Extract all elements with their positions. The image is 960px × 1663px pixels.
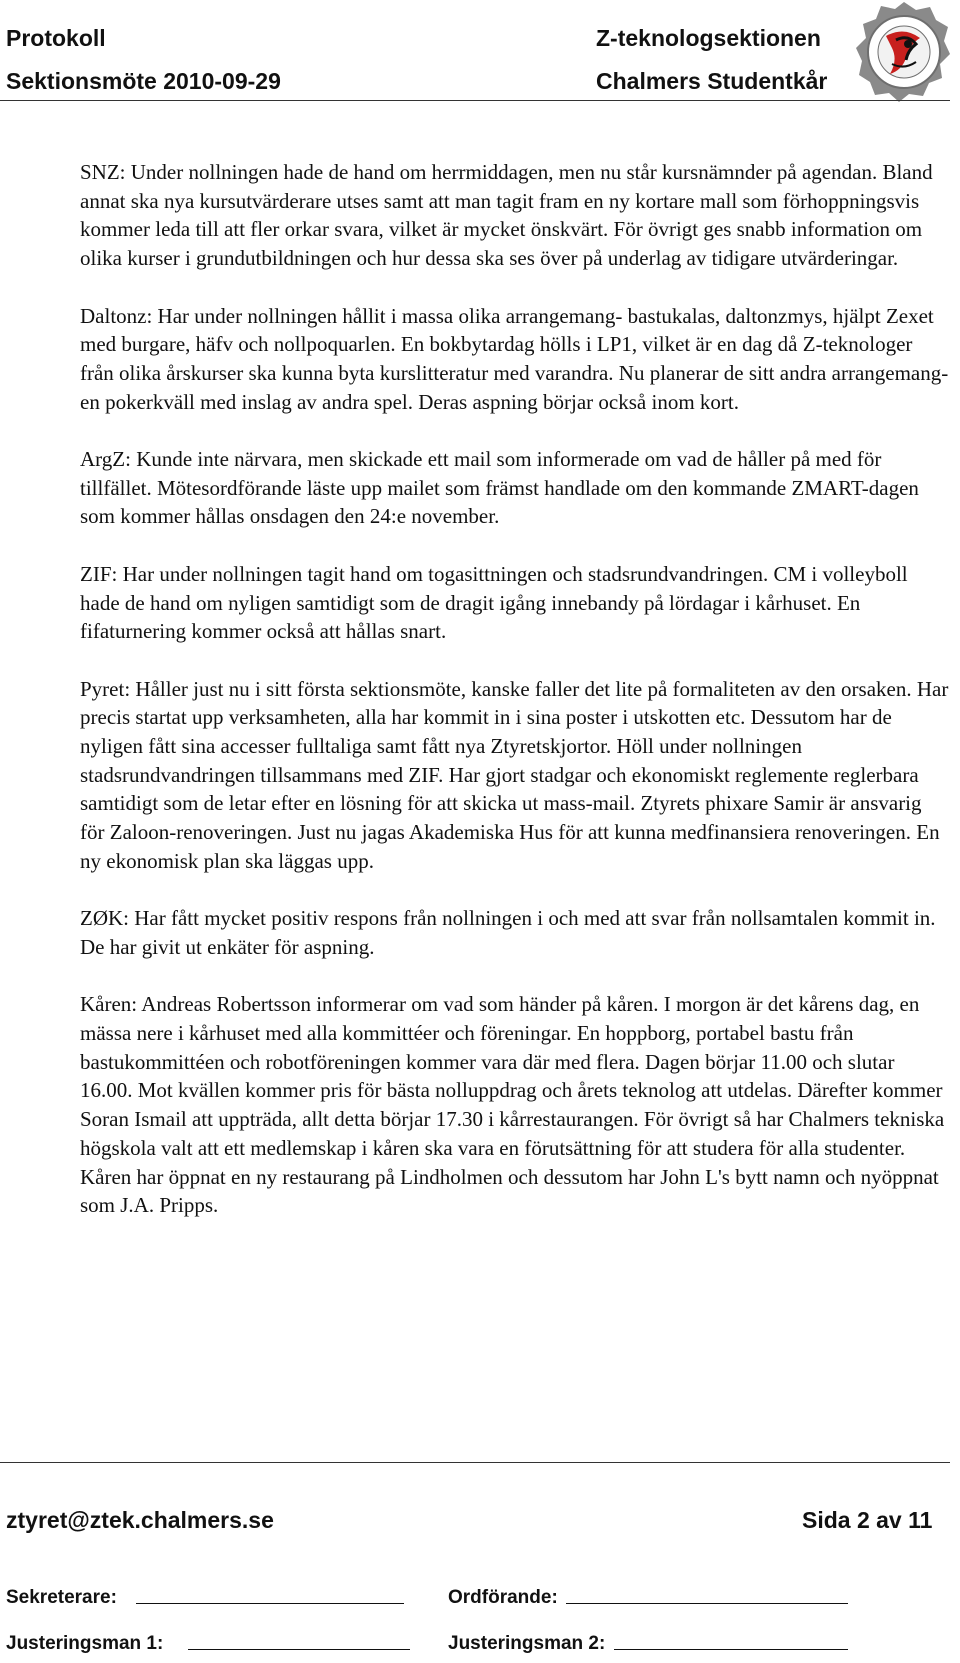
footer-divider [0, 1462, 950, 1463]
adjuster1-signature-line [188, 1649, 410, 1650]
doc-type: Protokoll [6, 25, 106, 51]
section-logo-icon [856, 0, 952, 104]
paragraph-pyret: Pyret: Håller just nu i sitt första sektionsmöte, kanske faller det lite på formaliteten av den orsaken. Har precis startat upp verksamheten, alla har kommit in i sina poster i utskotten etc. Dessutom har de nyligen fått sina accesser fulltaliga samt fått nya Ztyretskjortor. Höll under nollningen stadsrundvandringen tillsammans med ZIF. Har gjort stadgar och ekonomiskt reglemente reglerbara samtidigt som de letar efter en lösning för att skicka ut mass-mail. Ztyrets phixare Samir är ansvarig för Zaloon-renoveringen. Just nu jagas Akademiska Hus för att kunna medfinansiera renoveringen. En ny ekonomisk plan ska läggas upp. [80, 676, 949, 873]
paragraph-zok: ZØK: Har fått mycket positiv respons från nollningen i och med att svar från nollsamtalen kommit in. De har givit ut enkäter för aspning. [80, 906, 936, 959]
paragraph-karen: Kåren: Andreas Robertsson informerar om vad som händer på kåren. I morgon är det kårens dag, en mässa nere i kårhuset med alla kommittéer och föreningar. En hoppborg, portabel bastu från bastukommittéen och robotföreningen kommer vara där med flera. Dagen börjar 11.00 och slutar 16.00. Mot kvällen kommer pris för bästa nolluppdrag och årets teknolog att utdelas. Därefter kommer Soran Ismail att uppträda, allt detta börjar 17.30 i kårrestaurangen. För övrigt så har Chalmers tekniska högskola valt att ett medlemskap i kåren ska vara en förutsättning för att studera för alla studenter. Kåren har öppnat en ny restaurang på Lindholmen och dessutom har John L's bytt namn och nyöppnat som J.A. Pripps. [80, 992, 945, 1218]
union-name: Chalmers Studentkår [596, 68, 828, 94]
header-divider [0, 100, 950, 101]
section-name: Z-teknologsektionen [596, 25, 821, 51]
adjuster1-label: Justeringsman 1: [6, 1633, 164, 1654]
paragraph-daltonz: Daltonz: Har under nollningen hållit i massa olika arrangemang- bastukalas, daltonzmys, hjälpt Zexet med burgare, häfv och nollpoquarlen. En bokbytardag hölls i LP1, vilket är en dag då Z-teknologer från olika årskurser ska kunna byta kurslitteratur med varandra. Nu planerar de sitt andra arrangemang- en pokerkväll med inslag av andra spel. Deras aspning börjar också inom kort. [80, 303, 949, 414]
footer-email: ztyret@ztek.chalmers.se [6, 1507, 274, 1533]
adjuster2-label: Justeringsman 2: [448, 1633, 606, 1654]
page-number: Sida 2 av 11 [802, 1507, 933, 1533]
secretary-label: Sekreterare: [6, 1587, 117, 1608]
paragraph-zif: ZIF: Har under nollningen tagit hand om togasittningen och stadsrundvandringen. CM i volleyboll hade de hand om nyligen samtidigt som de dragit igång innebandy på lördagar i kårhuset. En fifaturnering kommer också att hållas snart. [80, 561, 908, 644]
paragraph-argz: ArgZ: Kunde inte närvara, men skickade ett mail som informerade om vad de håller på med för tillfället. Mötesordförande läste upp mailet som främst handlade om den kommande ZMART-dagen som kommer hållas onsdagen den 24:e november. [80, 447, 919, 529]
secretary-signature-line [136, 1603, 404, 1604]
adjuster2-signature-line [614, 1649, 848, 1650]
chair-signature-line [566, 1603, 848, 1604]
paragraph-snz: SNZ: Under nollningen hade de hand om herrmiddagen, men nu står kursnämnder på agendan. Bland annat ska nya kursutvärderare utses samt att man tagit fram en ny kortare mall som förhoppningsvis kommer leda till att fler orkar svara, vilket är mycket önskvärt. För övrigt ges snabb information om olika kurser i grundutbildningen och hur dessa ska ses över på underlag av tidigare utvärderingar. [80, 160, 933, 271]
page-header [0, 0, 960, 100]
meeting-title: Sektionsmöte 2010-09-29 [6, 68, 281, 94]
minutes-body [80, 158, 950, 1249]
chair-label: Ordförande: [448, 1587, 558, 1608]
